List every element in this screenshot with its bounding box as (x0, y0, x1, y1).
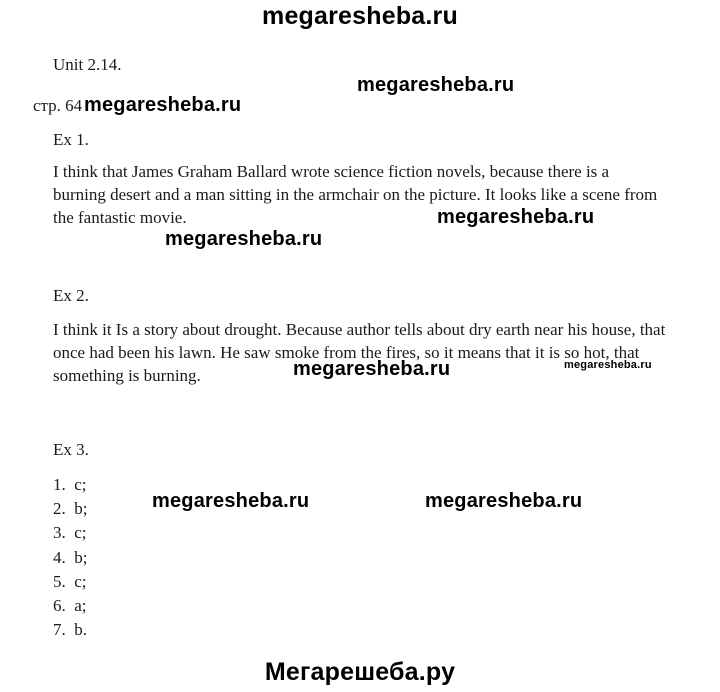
answer-value: a; (74, 595, 87, 615)
exercise-1-heading: Ex 1. (53, 130, 89, 149)
watermark: megaresheba.ru (84, 94, 242, 116)
exercise-1-answer: I think that James Graham Ballard wrote science fiction novels, because there is a burning desert and a man sitting in the armchair on the picture. It looks like a scene from the fantastic movie. (53, 162, 658, 227)
watermark: megaresheba.ru (357, 74, 515, 96)
list-item (53, 594, 87, 618)
answer-number: 2. (53, 499, 66, 519)
watermark: megaresheba.ru (152, 490, 310, 512)
site-watermark-header: megaresheba.ru (262, 2, 458, 30)
answer-number: 7. (53, 620, 66, 640)
watermark: megaresheba.ru (293, 358, 451, 380)
exercise-3-answer-list (53, 473, 87, 642)
list-item (53, 497, 87, 521)
list-item (53, 546, 87, 570)
answer-value: c; (74, 571, 87, 591)
page-reference: стр. 64 (33, 96, 83, 115)
exercise-2-answer: I think it Is a story about drought. Because author tells about dry earth near his house, that once had been his lawn. He saw smoke from the fires, so it means that it is so hot, that something is burning. (53, 320, 666, 385)
watermark: megaresheba.ru (425, 490, 583, 512)
answer-number: 4. (53, 547, 66, 567)
watermark: megaresheba.ru (437, 206, 595, 228)
list-item (53, 473, 87, 497)
answer-value: b; (74, 499, 88, 519)
list-item (53, 521, 87, 545)
answer-value: c; (74, 475, 87, 494)
list-item (53, 570, 87, 594)
answer-number: 6. (53, 595, 66, 615)
answer-value: b; (74, 547, 88, 567)
answer-number: 3. (53, 523, 66, 543)
answer-number: 5. (53, 571, 66, 591)
list-item (53, 618, 87, 642)
exercise-3-heading: Ex 3. (53, 440, 89, 459)
site-watermark-footer: Мегарешеба.ру (264, 658, 456, 686)
answer-value: c; (74, 523, 87, 543)
answer-number: 1. (53, 475, 66, 494)
exercise-2-heading: Ex 2. (53, 286, 89, 305)
watermark-small: megaresheba.ru (564, 359, 652, 371)
answer-value: b. (74, 620, 87, 640)
unit-title: Unit 2.14. (53, 55, 122, 74)
watermark: megaresheba.ru (165, 228, 323, 250)
